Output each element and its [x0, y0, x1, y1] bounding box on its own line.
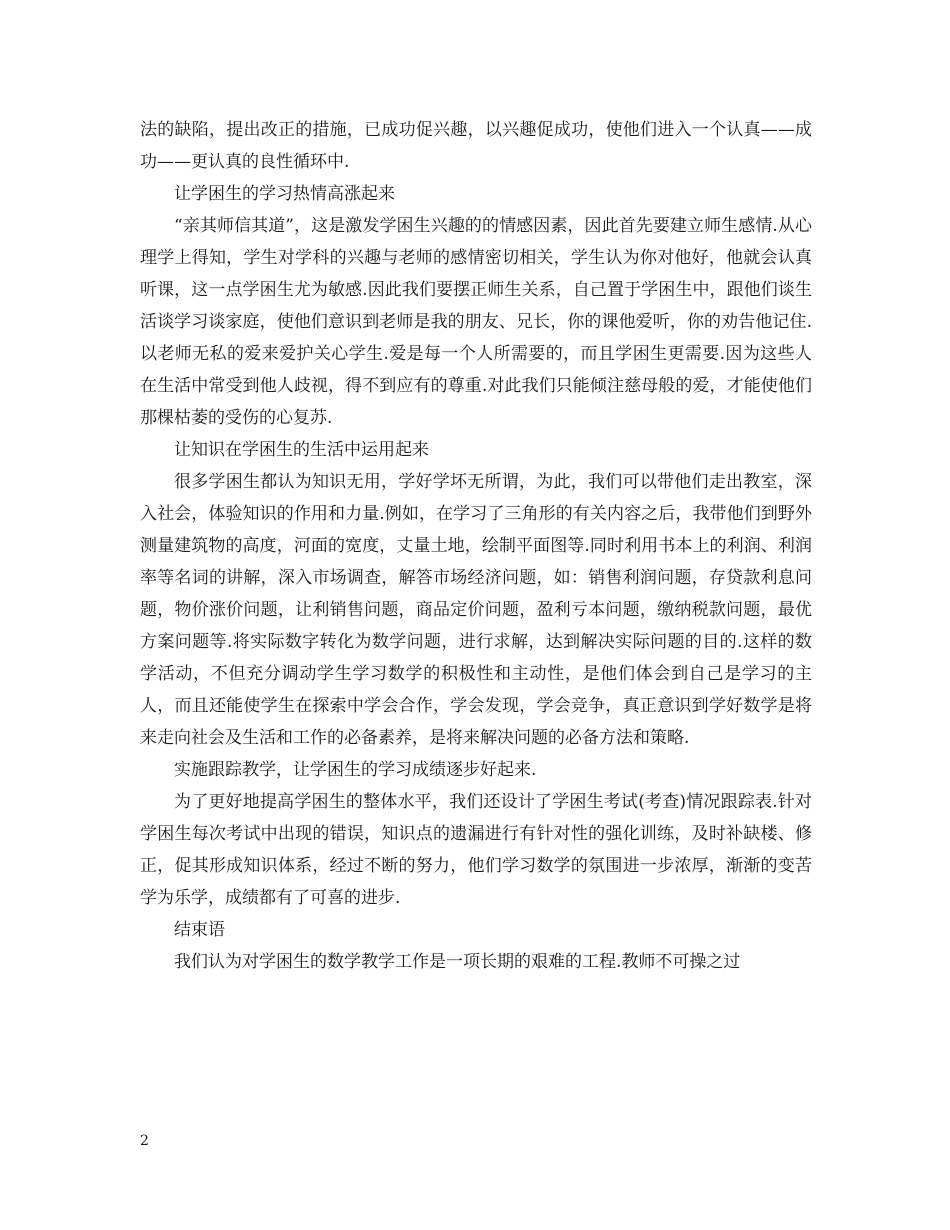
paragraph: 为了更好地提高学困生的整体水平，我们还设计了学困生考试(考查)情况跟踪表.针对学困生每次考试中出现的错误，知识点的遗漏进行有针对性的强化训练，及时补缺楼、修正，促其形成知识体系，经过不断的努力，他们学习数学的氛围进一步浓厚，渐渐的变苦学为乐学，成绩都有了可喜的进步. — [140, 792, 812, 908]
section-heading: 实施跟踪教学，让学困生的学习成绩逐步好起来. — [174, 760, 537, 780]
page-number: 2 — [140, 1133, 149, 1149]
section-heading: 让知识在学困生的生活中运用起来 — [174, 440, 429, 460]
paragraph: 我们认为对学困生的数学教学工作是一项长期的艰难的工程.教师不可操之过 — [174, 952, 741, 972]
document-body — [140, 114, 812, 978]
paragraph: “亲其师信其道”，这是激发学困生兴趣的的情感因素，因此首先要建立师生感情.从心理学上得知，学生对学科的兴趣与老师的感情密切相关，学生认为你对他好，他就会认真听课，这一点学困生尤为敏感.因此我们要摆正师生关系，自己置于学困生中，跟他们谈生活谈学习谈家庭，使他们意识到老师是我的朋友、兄长，你的课他爱听，你的劝告他记住.以老师无私的爱来爱护关心学生.爱是每一个人所需要的，而且学困生更需要.因为这些人在生活中常受到他人歧视，得不到应有的尊重.对此我们只能倾注慈母般的爱，才能使他们那棵枯萎的受伤的心复苏. — [140, 216, 812, 428]
paragraph-continuation: 法的缺陷，提出改正的措施，已成功促兴趣，以兴趣促成功，使他们进入一个认真——成功——更认真的良性循环中. — [140, 120, 812, 172]
paragraph: 很多学困生都认为知识无用，学好学坏无所谓，为此，我们可以带他们走出教室，深入社会，体验知识的作用和力量.例如，在学习了三角形的有关内容之后，我带他们到野外测量建筑物的高度，河面的宽度，丈量土地，绘制平面图等.同时利用书本上的利润、利润率等名词的讲解，深入市场调查，解答市场经济问题，如：销售利润问题，存贷款利息问题，物价涨价问题，让利销售问题，商品定价问题，盈利亏本问题，缴纳税款问题，最优方案问题等.将实际数字转化为数学问题，进行求解，达到解决实际问题的目的.这样的数学活动，不但充分调动学生学习数学的积极性和主动性，是他们体会到自己是学习的主人，而且还能使学生在探索中学会合作，学会发现，学会竞争，真正意识到学好数学是将来走向社会及生活和工作的必备素养，是将来解决问题的必备方法和策略. — [140, 472, 812, 748]
section-heading: 结束语 — [174, 920, 225, 940]
section-heading: 让学困生的学习热情高涨起来 — [174, 184, 395, 204]
